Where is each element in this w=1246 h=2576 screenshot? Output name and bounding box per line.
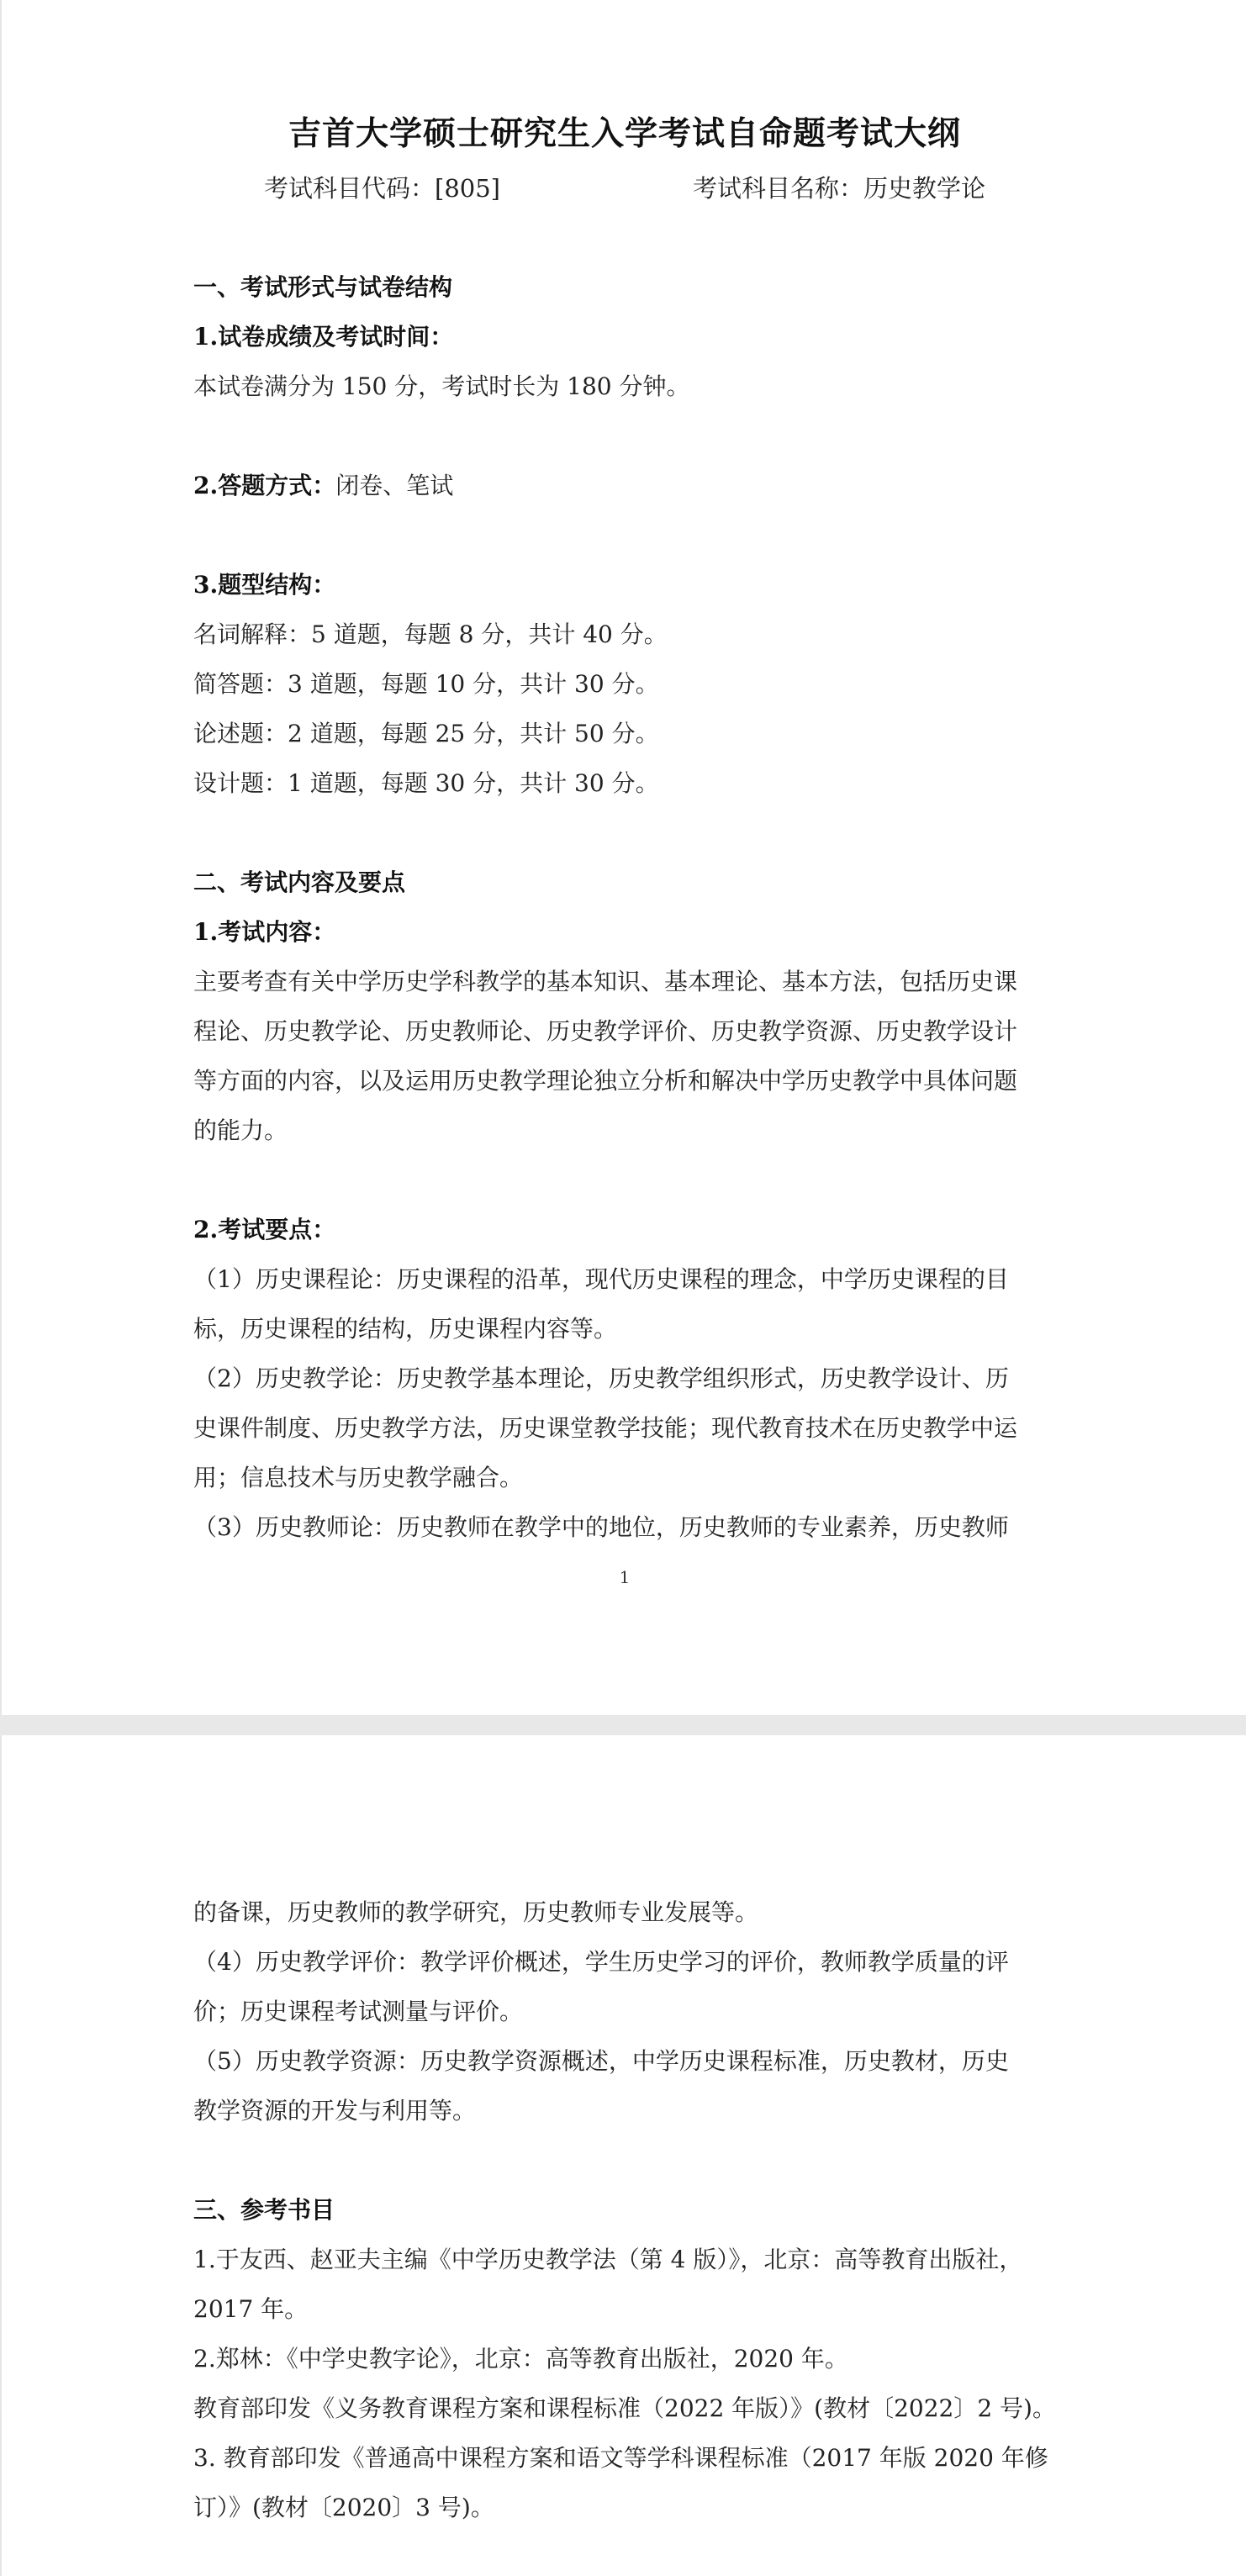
page1-content xyxy=(193,262,1068,1552)
reference-line: 2.郑林：《中学史教字论》，北京：高等教育出版社，2020 年。 xyxy=(193,2345,848,2373)
exam-content-label: 1.考试内容： xyxy=(193,918,336,946)
answer-mode-label: 2.答题方式： xyxy=(193,472,336,499)
point-line: 标，历史课程的结构，历史课程内容等。 xyxy=(193,1315,618,1343)
score-time-text: 本试卷满分为 150 分，考试时长为 180 分钟。 xyxy=(193,372,690,400)
answer-mode-line xyxy=(193,461,1068,510)
document-title: 吉首大学硕士研究生入学考试自命题考试大纲 xyxy=(288,114,961,153)
exam-content-line: 程论、历史教学论、历史教师论、历史教学评价、历史教学资源、历史教学设计 xyxy=(193,1017,1018,1045)
question-structure-label: 3.题型结构： xyxy=(193,571,336,599)
point-line: 用；信息技术与历史教学融合。 xyxy=(193,1464,524,1491)
point-line: （1）历史课程论：历史课程的沿革，现代历史课程的理念，中学历史课程的目 xyxy=(193,1265,1009,1293)
point-line: （2）历史教学论：历史教学基本理论，历史教学组织形式，历史教学设计、历 xyxy=(193,1365,1009,1392)
exam-points-label: 2.考试要点： xyxy=(193,1216,336,1243)
exam-content-line: 等方面的内容，以及运用历史教学理论独立分析和解决中学历史教学中具体问题 xyxy=(193,1067,1018,1095)
section-3-heading: 三、参考书目 xyxy=(193,2196,335,2224)
question-type-item: 简答题：3 道题，每题 10 分，共计 30 分。 xyxy=(193,670,659,698)
exam-content-line: 主要考查有关中学历史学科教学的基本知识、基本理论、基本方法，包括历史课 xyxy=(193,968,1018,995)
page2-content xyxy=(193,1887,1068,2532)
exam-content-line: 的能力。 xyxy=(193,1116,288,1144)
document-page-2 xyxy=(0,1735,1246,2576)
question-type-item: 名词解释：5 道题，每题 8 分，共计 40 分。 xyxy=(193,620,668,648)
point-line: 价；历史课程考试测量与评价。 xyxy=(193,1998,524,2025)
section-1-heading: 一、考试形式与试卷结构 xyxy=(193,273,453,301)
point-line: 的备课，历史教师的教学研究，历史教师专业发展等。 xyxy=(193,1898,759,1926)
reference-line: 教育部印发《义务教育课程方案和课程标准（2022 年版）》(教材〔2022〕2 号)。 xyxy=(193,2394,1056,2422)
reference-line: 2017 年。 xyxy=(193,2295,309,2323)
reference-line: 3. 教育部印发《普通高中课程方案和语文等学科课程标准（2017 年版 2020 年修 xyxy=(193,2444,1048,2472)
section-2-heading: 二、考试内容及要点 xyxy=(193,868,406,896)
question-type-item: 设计题：1 道题，每题 30 分，共计 30 分。 xyxy=(193,769,659,797)
point-line: （5）历史教学资源：历史教学资源概述，中学历史课程标准，历史教材，历史 xyxy=(193,2047,1009,2075)
reference-line: 订）》(教材〔2020〕3 号)。 xyxy=(193,2494,494,2521)
point-line: 史课件制度、历史教学方法，历史课堂教学技能；现代教育技术在历史教学中运 xyxy=(193,1414,1018,1442)
point-line: 教学资源的开发与利用等。 xyxy=(193,2097,477,2125)
page-separator xyxy=(0,1715,1246,1735)
point-line: （4）历史教学评价：教学评价概述，学生历史学习的评价，教师教学质量的评 xyxy=(193,1948,1009,1976)
page-number: 1 xyxy=(619,1567,631,1587)
answer-mode-value: 闭卷、笔试 xyxy=(335,472,454,499)
subject-code: 考试科目代码：[805] xyxy=(264,174,500,203)
question-type-item: 论述题：2 道题，每题 25 分，共计 50 分。 xyxy=(193,720,659,747)
reference-line: 1.于友西、赵亚夫主编《中学历史教学法（第 4 版）》，北京：高等教育出版社， xyxy=(193,2246,1023,2273)
subject-name: 考试科目名称：历史教学论 xyxy=(693,174,986,203)
point-line: （3）历史教师论：历史教师在教学中的地位，历史教师的专业素养，历史教师 xyxy=(193,1513,1009,1541)
score-time-label: 1.试卷成绩及考试时间： xyxy=(193,323,454,351)
